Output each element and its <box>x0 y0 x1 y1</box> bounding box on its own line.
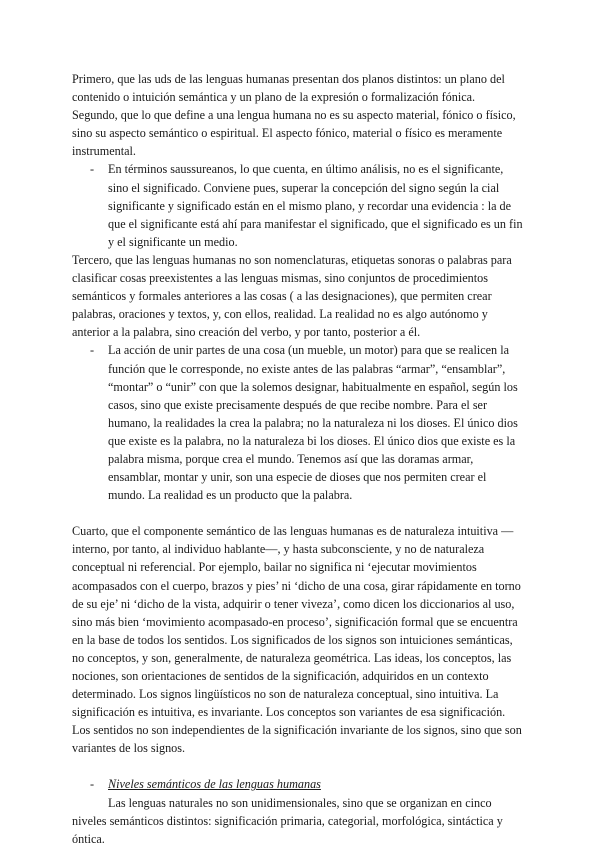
bullet-dash: - <box>90 162 95 177</box>
spacer <box>72 757 524 775</box>
spacer <box>72 504 524 522</box>
document-page <box>72 70 524 848</box>
paragraph-niveles: Las lenguas naturales no son unidimensionales, sino que se organizan en cinco niveles semánticos distintos: significación primaria, categorial, morfológica, sintáctica y óntica. <box>72 795 503 846</box>
paragraph-segundo: Segundo, que lo que define a una lengua humana no es su aspecto material, fónico o físico, sino su aspecto semántico o espiritual. El aspecto fónico, material o físico es meramente instrumental. <box>72 108 516 159</box>
bullet-accion <box>72 341 524 504</box>
paragraph-tercero: Tercero, que las lenguas humanas no son nomenclaturas, etiquetas sonoras o palabras para clasificar cosas preexistentes a las lenguas mismas, sino conjuntos de procedimientos semánticos y formales anteriores a las cosas ( a las designaciones), que permiten crear palabras, oraciones y textos, y, con ellos, realidad. La realidad no es algo autónomo y anterior a la palabra, sino creación del verbo, y por tanto, posterior a él. <box>72 252 512 340</box>
bullet-text: La acción de unir partes de una cosa (un mueble, un motor) para que se realicen la función que le corresponde, no existe antes de las palabras “armar”, “ensamblar”, “montar” o “unir” con que la solemos designar, habitualmente en español, según los casos, sino que existe precisamente después de que recibe nombre. Para el ser humano, la realidades la crea la palabra; no la naturaleza ni los dioses. El único dios que existe es la palabra, no la naturaleza bi los dioses. El único dios que existe es la palabra misma, porque crea el mundo. Tenemos así que las doramas armar, ensamblar, montar y unir, son una especie de dioses que nos permiten crear el mundo. La realidad es un producto que la palabra. <box>108 343 518 503</box>
bullet-text: En términos saussureanos, lo que cuenta, en último análisis, no es el significante, sino el significado. Conviene pues, superar la concepción del signo según la cial significante y significado están en el mismo plano, y recordar una evidencia : la de que el significante está ahí para manifestar el significado, que el significado es un fin y el significante un medio. <box>108 162 523 249</box>
paragraph-cuarto: Cuarto, que el componente semántico de las lenguas humanas es de naturaleza intuitiva —interno, por tanto, al individuo hablante—, y hasta subconsciente, y no de naturaleza conceptual ni referencial. Por ejemplo, bailar no significa ni ‘ejecutar movimientos acompasados con el cuerpo, brazos y pies’ ni ‘dicho de una cosa, girar rápidamente en torno de su eje’ ni ‘dicho de la vista, adquirir o tener viveza’, como dicen los diccionarios al uso, sino más bien ‘movimiento acompasado-en proceso’, significación formal que se encuentra en la base de todos los sentidos. Los significados de los signos son intuiciones semánticas, no conceptos, y son, generalmente, de naturaleza geométrica. Las ideas, los conceptos, las nociones, son orientaciones de sentidos de la significación, adquiridos en un contexto determinado. Los signos lingüísticos no son de naturaleza conceptual, sino intuitiva. La significación es intuitiva, es invariante. Los conceptos son variantes de esa significación. Los sentidos no son independientes de la significación invariante de los signos, sino que son variantes de los signos. <box>72 524 522 756</box>
section-title: Niveles semánticos de las lenguas humanas <box>108 777 321 792</box>
bullet-dash: - <box>90 343 95 358</box>
paragraph-primero: Primero, que las uds de las lenguas humanas presentan dos planos distintos: un plano del contenido o intuición semántica y un plano de la expresión o formalización fónica. <box>72 72 505 105</box>
bullet-saussure <box>72 160 524 250</box>
section-heading <box>72 775 524 793</box>
bullet-dash: - <box>90 777 95 792</box>
